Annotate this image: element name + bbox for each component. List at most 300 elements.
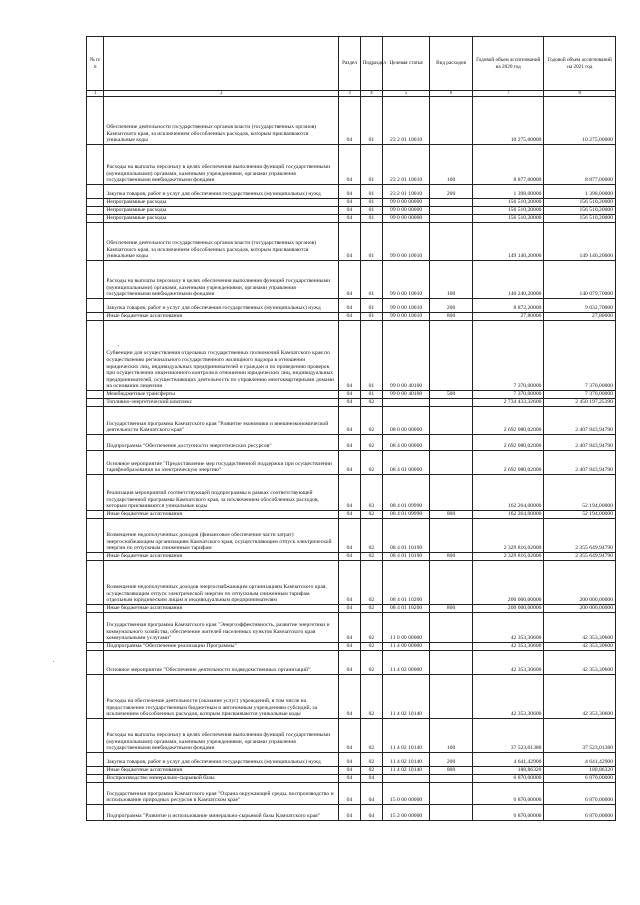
row-2021-cell: 52 194,00000 xyxy=(544,475,616,511)
row-2020-cell: 2 329 816,02000 xyxy=(472,519,543,553)
row-2021-cell: 37 523,01380 xyxy=(544,719,616,753)
row-expense-type-cell: 100 xyxy=(430,719,473,753)
row-razdel-cell: 04 xyxy=(339,261,360,299)
row-expense-type-cell: 800 xyxy=(430,313,473,321)
row-code-cell: 11 4 02 10140 xyxy=(383,719,430,753)
row-code-cell: 99 0 00 00000 xyxy=(383,215,430,223)
row-podrazdel-cell: 02 xyxy=(360,651,382,675)
row-code-cell: 15 2 00 00000 xyxy=(383,805,430,821)
row-code-cell: 11 4 02 00000 xyxy=(383,651,430,675)
table-row xyxy=(87,675,616,719)
header-podrazdel: Подраздел xyxy=(360,37,382,91)
row-code-cell: 99 0 00 10010 xyxy=(383,223,430,261)
row-2021-cell: 149 140,20000 xyxy=(544,223,616,261)
row-code-cell xyxy=(383,775,430,783)
table-row xyxy=(87,97,616,145)
row-razdel-cell: 04 xyxy=(339,215,360,223)
row-number-cell xyxy=(87,215,104,223)
row-expense-type-cell xyxy=(430,215,473,223)
row-2021-cell: 42 353,30600 xyxy=(544,643,616,651)
row-podrazdel-cell: 01 xyxy=(360,97,382,145)
table-row xyxy=(87,805,616,821)
row-2021-cell: 6 870,00000 xyxy=(544,775,616,783)
row-number-cell xyxy=(87,145,104,185)
row-2020-cell: 42 353,30600 xyxy=(472,675,543,719)
row-2020-cell: 7 370,00000 xyxy=(472,321,543,391)
row-expense-type-cell xyxy=(430,805,473,821)
row-number-cell xyxy=(87,475,104,511)
row-expense-type-cell: 100 xyxy=(430,145,473,185)
row-2020-cell: 2 692 080,02000 xyxy=(472,451,543,475)
row-2020-cell: 2 692 080,02000 xyxy=(472,435,543,451)
row-expense-type-cell: 800 xyxy=(430,767,473,775)
column-number: 8 xyxy=(544,91,616,97)
row-2021-cell: 156 510,20000 xyxy=(544,207,616,215)
row-razdel-cell: 04 xyxy=(339,775,360,783)
row-name-cell: Закупка товаров, работ и услуг для обеспечения государственных (муниципальных) нужд xyxy=(104,299,339,313)
row-code-cell: 11 0 00 00000 xyxy=(383,613,430,643)
row-number-cell xyxy=(87,207,104,215)
scan-speck xyxy=(118,345,119,346)
row-razdel-cell: 04 xyxy=(339,399,360,407)
row-code-cell: 99 0 00 10010 xyxy=(383,299,430,313)
row-number-cell xyxy=(87,775,104,783)
row-2020-cell: 1 398,00000 xyxy=(472,185,543,199)
row-podrazdel-cell: 02 xyxy=(360,511,382,519)
row-number-cell xyxy=(87,313,104,321)
row-2021-cell: 1 398,00000 xyxy=(544,185,616,199)
row-expense-type-cell xyxy=(430,97,473,145)
row-2021-cell: 42 353,30600 xyxy=(544,651,616,675)
row-number-cell xyxy=(87,435,104,451)
table-row xyxy=(87,391,616,399)
row-2020-cell: 156 510,20000 xyxy=(472,207,543,215)
row-2020-cell: 42 353,30600 xyxy=(472,643,543,651)
header-expense-type: Вид расходов xyxy=(430,37,473,91)
table-row xyxy=(87,199,616,207)
row-podrazdel-cell: 02 xyxy=(360,407,382,435)
row-name-cell: Государственная программа Камчатского края "Энергоэффективность, развитие энергетики и коммунального хозяйства, обеспечение жителей населенных пунктов Камчатского края коммунальными услугами" xyxy=(104,613,339,643)
row-podrazdel-cell: 01 xyxy=(360,185,382,199)
row-podrazdel-cell: 02 xyxy=(360,753,382,767)
row-razdel-cell: 04 xyxy=(339,407,360,435)
row-expense-type-cell xyxy=(430,475,473,511)
row-code-cell: 99 0 00 40100 xyxy=(383,391,430,399)
row-name-cell: Подпрограмма "Развитие и использование минерально-сырьевой базы Камчатского края" xyxy=(104,805,339,821)
row-expense-type-cell xyxy=(430,643,473,651)
row-number-cell xyxy=(87,451,104,475)
row-name-cell: Непрограммные расходы xyxy=(104,199,339,207)
table-row xyxy=(87,207,616,215)
row-2021-cell: 52 194,00000 xyxy=(544,511,616,519)
table-row xyxy=(87,783,616,805)
scan-speck xyxy=(53,661,54,662)
table-row xyxy=(87,553,616,561)
column-number: 3 xyxy=(339,91,360,97)
column-number: 6 xyxy=(430,91,473,97)
row-expense-type-cell: 100 xyxy=(430,261,473,299)
table-row xyxy=(87,313,616,321)
row-code-cell: 08 4 01 10200 xyxy=(383,605,430,613)
row-2020-cell: 2 692 080,02000 xyxy=(472,407,543,435)
row-name-cell: Закупка товаров, работ и услуг для обеспечения государственных (муниципальных) нужд xyxy=(104,753,339,767)
row-2021-cell: 156 510,20000 xyxy=(544,215,616,223)
row-2021-cell: 10 275,00000 xyxy=(544,97,616,145)
row-razdel-cell: 04 xyxy=(339,435,360,451)
row-2020-cell: 162 264,00000 xyxy=(472,511,543,519)
row-number-cell xyxy=(87,753,104,767)
header-target-article: Целевая статья xyxy=(383,37,430,91)
row-code-cell: 99 0 00 10010 xyxy=(383,261,430,299)
row-razdel-cell: 04 xyxy=(339,613,360,643)
table-row xyxy=(87,407,616,435)
row-expense-type-cell xyxy=(430,399,473,407)
row-name-cell: Расходы на выплаты персоналу в целях обеспечения выполнения функций государственными (муниципальными) органами, казенными учреждениями, органами управления государственными внебюджетными фондами xyxy=(104,145,339,185)
row-podrazdel-cell: 02 xyxy=(360,553,382,561)
row-code-cell: 99 0 00 00000 xyxy=(383,207,430,215)
row-expense-type-cell: 200 xyxy=(430,753,473,767)
table-row xyxy=(87,435,616,451)
row-razdel-cell: 04 xyxy=(339,199,360,207)
row-2020-cell: 200 000,00000 xyxy=(472,561,543,605)
row-2020-cell: 10 275,00000 xyxy=(472,97,543,145)
row-2021-cell: 7 370,00000 xyxy=(544,391,616,399)
row-2021-cell: 2 407 843,94790 xyxy=(544,435,616,451)
row-podrazdel-cell: 02 xyxy=(360,613,382,643)
row-podrazdel-cell: 04 xyxy=(360,775,382,783)
row-2020-cell: 7 370,00000 xyxy=(472,391,543,399)
row-podrazdel-cell: 02 xyxy=(360,675,382,719)
row-name-cell: Основное мероприятие "Предоставление мер государственной поддержки при осуществлении тарифообразования на электрическую энергию" xyxy=(104,451,339,475)
row-podrazdel-cell: 01 xyxy=(360,207,382,215)
table-row xyxy=(87,753,616,767)
row-razdel-cell: 04 xyxy=(339,651,360,675)
row-code-cell: 99 0 00 10010 xyxy=(383,313,430,321)
row-expense-type-cell xyxy=(430,321,473,391)
row-name-cell: Подпрограмма "Обеспечение доступности энергетических ресурсов" xyxy=(104,435,339,451)
row-name-cell: Иные бюджетные ассигнования xyxy=(104,605,339,613)
row-2021-cell: 200 000,00000 xyxy=(544,605,616,613)
row-number-cell xyxy=(87,719,104,753)
row-code-cell: 08 4 00 00000 xyxy=(383,435,430,451)
row-name-cell: Иные бюджетные ассигнования xyxy=(104,511,339,519)
row-2020-cell: 162 264,00000 xyxy=(472,475,543,511)
row-name-cell: Непрограммные расходы xyxy=(104,207,339,215)
row-code-cell: 08 4 01 09990 xyxy=(383,475,430,511)
row-razdel-cell: 04 xyxy=(339,451,360,475)
row-2021-cell: 7 370,00000 xyxy=(544,321,616,391)
row-podrazdel-cell: 02 xyxy=(360,435,382,451)
row-name-cell: Расходы на выплаты персоналу в целях обеспечения выполнения функций государственными (муниципальными) органами, казенными учреждениями, органами управления государственными внебюджетными фондами xyxy=(104,261,339,299)
row-expense-type-cell xyxy=(430,451,473,475)
row-name-cell: Реализация мероприятий соответствующей подпрограммы в рамках соответствующей государственной программы Камчатского края, за исключением обособленных расходов, которым присваиваются уникальные коды xyxy=(104,475,339,511)
row-expense-type-cell xyxy=(430,223,473,261)
row-2020-cell: 8 877,00000 xyxy=(472,145,543,185)
row-expense-type-cell xyxy=(430,407,473,435)
row-podrazdel-cell: 02 xyxy=(360,451,382,475)
row-name-cell: Подпрограмма "Обеспечение реализации Программы" xyxy=(104,643,339,651)
table-row xyxy=(87,519,616,553)
row-name-cell: Обеспечение деятельности государственных органов власти (государственных органов) Камчатского края, за исключением обособленных расходов, которым присваиваются уникальные коды xyxy=(104,223,339,261)
table-row xyxy=(87,223,616,261)
row-razdel-cell: 04 xyxy=(339,561,360,605)
row-number-cell xyxy=(87,605,104,613)
table-row xyxy=(87,321,616,391)
row-razdel-cell: 04 xyxy=(339,605,360,613)
row-expense-type-cell xyxy=(430,207,473,215)
row-name-cell: Возмещение недополученных доходов (финансовое обеспечение части затрат) энергоснабжающим организациям Камчатского края, осуществляющим отпуск электрической энергии по отпускным сниженным тарифам xyxy=(104,519,339,553)
row-code-cell: 15 0 00 00000 xyxy=(383,783,430,805)
row-code-cell: 23 2 01 10010 xyxy=(383,97,430,145)
row-2020-cell: 156 510,20000 xyxy=(472,215,543,223)
row-2021-cell: 2 355 649,94790 xyxy=(544,519,616,553)
row-2021-cell: 4 641,42900 xyxy=(544,753,616,767)
row-number-cell xyxy=(87,199,104,207)
row-2021-cell: 140 079,70000 xyxy=(544,261,616,299)
row-expense-type-cell: 800 xyxy=(430,511,473,519)
row-code-cell: 08 0 00 00000 xyxy=(383,407,430,435)
row-number-cell xyxy=(87,407,104,435)
table-row xyxy=(87,299,616,313)
row-2020-cell: 140 240,20000 xyxy=(472,261,543,299)
row-razdel-cell: 04 xyxy=(339,511,360,519)
row-2020-cell: 149 140,20000 xyxy=(472,223,543,261)
row-2021-cell: 42 353,30600 xyxy=(544,675,616,719)
row-2021-cell: 6 870,00000 xyxy=(544,783,616,805)
row-code-cell: 08 4 01 10190 xyxy=(383,553,430,561)
row-expense-type-cell: 800 xyxy=(430,553,473,561)
row-podrazdel-cell: 02 xyxy=(360,399,382,407)
row-podrazdel-cell: 01 xyxy=(360,321,382,391)
row-razdel-cell: 04 xyxy=(339,475,360,511)
row-razdel-cell: 04 xyxy=(339,223,360,261)
row-razdel-cell: 04 xyxy=(339,185,360,199)
row-razdel-cell: 04 xyxy=(339,805,360,821)
row-name-cell: Межбюджетные трансферты xyxy=(104,391,339,399)
row-2020-cell: 188,86320 xyxy=(472,767,543,775)
row-2021-cell: 6 870,00000 xyxy=(544,805,616,821)
row-name-cell: Иные бюджетные ассигнования xyxy=(104,553,339,561)
table-row xyxy=(87,613,616,643)
header-name xyxy=(104,37,339,91)
row-name-cell: Воспроизводство минерально-сырьевой базы xyxy=(104,775,339,783)
row-podrazdel-cell: 01 xyxy=(360,391,382,399)
row-razdel-cell: 04 xyxy=(339,753,360,767)
row-2021-cell: 2 407 843,94790 xyxy=(544,451,616,475)
row-number-cell xyxy=(87,805,104,821)
row-name-cell: Возмещение недополученных доходов энергоснабжающим организациям Камчатского края, осуществляющим отпуск электрической энергии по отпускным сниженным тарифам отдельным юридическим лицам и индивидуальным предпринимателям xyxy=(104,561,339,605)
row-razdel-cell: 04 xyxy=(339,675,360,719)
row-2021-cell: 188,86320 xyxy=(544,767,616,775)
row-expense-type-cell xyxy=(430,199,473,207)
row-razdel-cell: 04 xyxy=(339,719,360,753)
row-podrazdel-cell: 01 xyxy=(360,261,382,299)
row-expense-type-cell: 200 xyxy=(430,299,473,313)
row-code-cell: 11 4 00 00000 xyxy=(383,643,430,651)
row-name-cell: Непрограммные расходы xyxy=(104,215,339,223)
row-podrazdel-cell: 01 xyxy=(360,145,382,185)
row-podrazdel-cell: 02 xyxy=(360,719,382,753)
row-number-cell xyxy=(87,223,104,261)
row-number-cell xyxy=(87,767,104,775)
row-razdel-cell: 04 xyxy=(339,643,360,651)
row-name-cell: Расходы на обеспечение деятельности (оказание услуг) учреждений, в том числе на предоставление государственным бюджетным и автономным учреждениям субсидий, за исключением обособленных расходов, которым присваиваются уникальные коды xyxy=(104,675,339,719)
table-row xyxy=(87,215,616,223)
row-name-cell: Расходы на выплаты персоналу в целях обеспечения выполнения функций государственными (муниципальными) органами, казенными учреждениями, органами управления государственными внебюджетными фондами xyxy=(104,719,339,753)
row-podrazdel-cell: 01 xyxy=(360,299,382,313)
table-row xyxy=(87,767,616,775)
row-2020-cell: 27,80000 xyxy=(472,313,543,321)
table-row xyxy=(87,605,616,613)
row-name-cell: Государственная программа Камчатского края "Развитие экономики и внешнеэкономической деятельности Камчатского края" xyxy=(104,407,339,435)
row-code-cell: 99 0 00 40100 xyxy=(383,321,430,391)
table-row xyxy=(87,775,616,783)
row-2021-cell: 156 510,20000 xyxy=(544,199,616,207)
row-podrazdel-cell: 02 xyxy=(360,561,382,605)
row-number-cell xyxy=(87,511,104,519)
row-number-cell xyxy=(87,783,104,805)
row-code-cell: 11 4 02 10140 xyxy=(383,767,430,775)
table-row xyxy=(87,651,616,675)
row-razdel-cell: 04 xyxy=(339,553,360,561)
row-podrazdel-cell: 01 xyxy=(360,223,382,261)
row-razdel-cell: 04 xyxy=(339,313,360,321)
table-row xyxy=(87,451,616,475)
row-number-cell xyxy=(87,261,104,299)
row-number-cell xyxy=(87,561,104,605)
row-podrazdel-cell: 02 xyxy=(360,605,382,613)
row-code-cell: 23 2 01 10010 xyxy=(383,185,430,199)
row-expense-type-cell xyxy=(430,675,473,719)
column-number: 1 xyxy=(87,91,104,97)
row-number-cell xyxy=(87,613,104,643)
row-razdel-cell: 04 xyxy=(339,97,360,145)
row-name-cell: Закупка товаров, работ и услуг для обеспечения государственных (муниципальных) нужд xyxy=(104,185,339,199)
table-row xyxy=(87,475,616,511)
row-2021-cell: 2 407 843,94790 xyxy=(544,407,616,435)
row-code-cell: 99 0 00 00000 xyxy=(383,199,430,207)
row-number-cell xyxy=(87,321,104,391)
row-number-cell xyxy=(87,553,104,561)
row-razdel-cell: 04 xyxy=(339,145,360,185)
row-expense-type-cell xyxy=(430,783,473,805)
table-row xyxy=(87,719,616,753)
row-razdel-cell: 04 xyxy=(339,391,360,399)
row-code-cell: 08 4 01 09990 xyxy=(383,511,430,519)
row-podrazdel-cell: 02 xyxy=(360,643,382,651)
column-number: 2 xyxy=(104,91,339,97)
row-podrazdel-cell: 02 xyxy=(360,519,382,553)
table-header-row xyxy=(87,37,616,91)
row-podrazdel-cell: 04 xyxy=(360,783,382,805)
header-razdel: Раздел xyxy=(339,37,360,91)
row-name-cell: Государственная программа Камчатского края "Охрана окружающей среды, воспроизводство и использование природных ресурсов в Камчатском крае" xyxy=(104,783,339,805)
row-expense-type-cell: 800 xyxy=(430,605,473,613)
row-2020-cell: 2 734 433,32600 xyxy=(472,399,543,407)
row-razdel-cell: 04 xyxy=(339,767,360,775)
row-code-cell: 11 4 02 10140 xyxy=(383,675,430,719)
row-expense-type-cell xyxy=(430,613,473,643)
row-expense-type-cell xyxy=(430,561,473,605)
header-year-2020: Годовой объем ассигнований на 2020 год xyxy=(472,37,543,91)
row-expense-type-cell xyxy=(430,775,473,783)
row-name-cell: Субвенции для осуществления отдельных государственных полномочий Камчатского края по осуществлению регионального государственного жилищного надзора в отношении юридических лиц, индивидуальных предпринимателей и граждан и по проведению проверок при осуществлении лицензионного контроля в отношении юридических лиц, индивидуальных предпринимателей, осуществляющих деятельность по управлению многоквартирными домами на основании лицензии xyxy=(104,321,339,391)
row-podrazdel-cell: 01 xyxy=(360,215,382,223)
row-2021-cell: 2 450 197,25390 xyxy=(544,399,616,407)
row-number-cell xyxy=(87,651,104,675)
row-expense-type-cell xyxy=(430,519,473,553)
row-2021-cell: 8 877,00000 xyxy=(544,145,616,185)
row-code-cell: 08 4 01 10190 xyxy=(383,519,430,553)
row-2021-cell: 27,80000 xyxy=(544,313,616,321)
row-expense-type-cell xyxy=(430,651,473,675)
row-code-cell: 08 4 01 00000 xyxy=(383,451,430,475)
row-number-cell xyxy=(87,391,104,399)
row-number-cell xyxy=(87,97,104,145)
row-2020-cell: 6 870,00000 xyxy=(472,805,543,821)
table-row xyxy=(87,145,616,185)
row-razdel-cell: 04 xyxy=(339,207,360,215)
row-2021-cell: 2 355 649,94790 xyxy=(544,553,616,561)
row-2020-cell: 42 353,30600 xyxy=(472,651,543,675)
table-body xyxy=(87,97,616,821)
row-2020-cell: 6 870,00000 xyxy=(472,775,543,783)
budget-table xyxy=(86,36,616,821)
row-code-cell: 23 2 01 10010 xyxy=(383,145,430,185)
column-number: 7 xyxy=(472,91,543,97)
row-name-cell: Обеспечение деятельности государственных органов власти (государственных органов) Камчатского края, за исключением обособленных расходов, которым присваиваются уникальные коды xyxy=(104,97,339,145)
row-razdel-cell: 04 xyxy=(339,321,360,391)
row-razdel-cell: 04 xyxy=(339,299,360,313)
row-number-cell xyxy=(87,519,104,553)
row-razdel-cell: 04 xyxy=(339,519,360,553)
row-number-cell xyxy=(87,299,104,313)
row-2020-cell: 37 523,01380 xyxy=(472,719,543,753)
table-row xyxy=(87,399,616,407)
row-name-cell: Топливно-энергетический комплекс xyxy=(104,399,339,407)
row-name-cell: Основное мероприятие "Обеспечение деятельности подведомственных организаций" xyxy=(104,651,339,675)
row-number-cell xyxy=(87,399,104,407)
row-code-cell: 08 4 01 10200 xyxy=(383,561,430,605)
row-expense-type-cell: 200 xyxy=(430,185,473,199)
row-2020-cell: 200 000,00000 xyxy=(472,605,543,613)
header-year-2021: Годовой объем ассигнований на 2021 год xyxy=(544,37,616,91)
table-row xyxy=(87,643,616,651)
row-razdel-cell: 04 xyxy=(339,783,360,805)
column-number: 4 xyxy=(360,91,382,97)
row-podrazdel-cell: 03 xyxy=(360,475,382,511)
row-code-cell xyxy=(383,399,430,407)
header-number: № п/п xyxy=(87,37,104,91)
row-name-cell: Иные бюджетные ассигнования xyxy=(104,313,339,321)
row-name-cell: Иные бюджетные ассигнования xyxy=(104,767,339,775)
table-row xyxy=(87,561,616,605)
row-2020-cell: 2 329 816,02000 xyxy=(472,553,543,561)
row-2020-cell: 156 510,20000 xyxy=(472,199,543,207)
row-code-cell: 11 4 02 10140 xyxy=(383,753,430,767)
row-podrazdel-cell: 01 xyxy=(360,313,382,321)
column-number: 5 xyxy=(383,91,430,97)
row-2021-cell: 42 353,30600 xyxy=(544,613,616,643)
row-2021-cell: 200 000,00000 xyxy=(544,561,616,605)
row-podrazdel-cell: 01 xyxy=(360,199,382,207)
table-row xyxy=(87,261,616,299)
row-expense-type-cell xyxy=(430,435,473,451)
row-2021-cell: 9 032,70000 xyxy=(544,299,616,313)
row-expense-type-cell: 500 xyxy=(430,391,473,399)
row-2020-cell: 4 641,42900 xyxy=(472,753,543,767)
row-number-cell xyxy=(87,185,104,199)
